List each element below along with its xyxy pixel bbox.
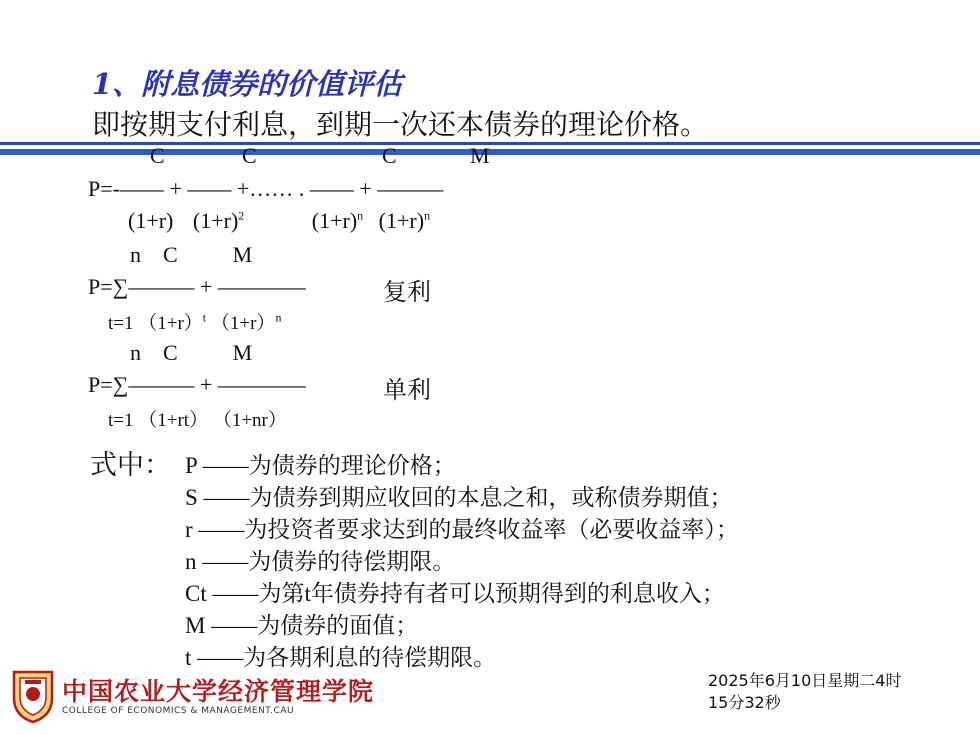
definition-item: Ct ——为第t年债券持有者可以预期得到的利息收入；	[185, 581, 725, 606]
college-emblem-icon	[10, 668, 56, 724]
definition-item: t ——为各期利息的待偿期限。	[185, 645, 497, 670]
definition-item: n ——为债券的待偿期限。	[185, 549, 456, 574]
f1-den-4: (1+r)	[378, 208, 425, 233]
definition-item: M ——为债券的面值；	[185, 613, 419, 638]
f2-bottom	[108, 308, 281, 335]
college-name-en: COLLEGE OF ECONOMICS & MANAGEMENT.CAU	[62, 706, 295, 716]
slide-datetime: 2025年6月10日星期二4时15分32秒	[708, 671, 902, 712]
definition-item: P ——为债券的理论价格；	[185, 453, 456, 478]
f2-line: P=∑——— + ————	[88, 274, 306, 299]
f1-num-2: C	[242, 143, 257, 168]
f1-den-1: (1+r)	[128, 208, 174, 233]
f1-den-2-exp: 2	[238, 208, 245, 223]
header-rule-thick	[0, 149, 980, 155]
definition-item: r ——为投资者要求达到的最终收益率（必要收益率）；	[185, 517, 739, 542]
f2-label: 复利	[383, 278, 431, 306]
f3-bottom: t=1 （1+rt） （1+nr）	[108, 410, 287, 431]
definitions-prefix: 式中：	[90, 450, 171, 481]
f1-line: P=-—— + —— +…… . —— + ———	[88, 176, 444, 201]
f1-den-3-exp: n	[357, 208, 364, 223]
header-rule-thin	[0, 142, 980, 145]
f1-den-2: (1+r)	[192, 208, 239, 233]
f3-label: 单利	[383, 376, 431, 404]
f2-top: n C M	[130, 242, 253, 267]
f1-num-1: C	[150, 143, 165, 168]
f2-bottom-b: （1+r）	[210, 313, 276, 334]
f3-top: n C M	[130, 340, 253, 365]
f3-line: P=∑——— + ————	[88, 372, 306, 397]
slide-subtitle: 即按期支付利息，到期一次还本债券的理论价格。	[92, 108, 709, 141]
f1-num-3: C	[382, 143, 397, 168]
f1-den-4-exp: n	[424, 208, 431, 223]
f1-denominators	[128, 208, 430, 234]
f1-den-3: (1+r)	[311, 208, 358, 233]
f2-bottom-a: t=1 （1+r）	[108, 313, 203, 334]
f2-sup-t: t	[202, 310, 207, 325]
f1-num-4: M	[470, 143, 490, 168]
definition-item: S ——为债券到期应收回的本息之和，或称债券期值；	[185, 485, 733, 510]
slide-title: 1、附息债券的价值评估	[92, 67, 403, 101]
f2-sup-n: n	[275, 310, 282, 325]
college-name-cn: 中国农业大学经济管理学院	[62, 677, 375, 706]
